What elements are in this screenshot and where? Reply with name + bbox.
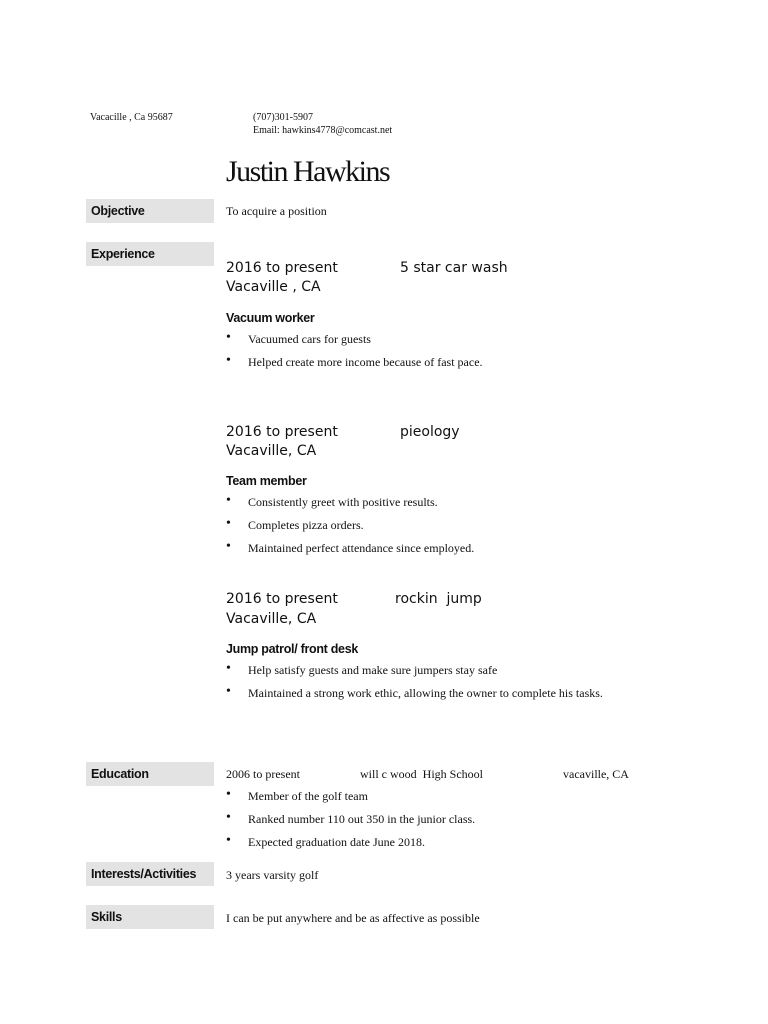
job-location: Vacaville, CA <box>226 443 317 459</box>
list-item: • Help satisfy guests and make sure jumpers stay safe <box>226 662 603 685</box>
list-item: • Expected graduation date June 2018. <box>226 834 475 857</box>
job-bullets <box>226 494 474 563</box>
job-bullets <box>226 662 603 708</box>
job-company: rockin jump <box>395 591 482 607</box>
contact-email: Email: hawkins4778@comcast.net <box>253 125 393 136</box>
job-title: Vacuum worker <box>226 311 315 325</box>
list-item: • Ranked number 110 out 350 in the junior class. <box>226 811 475 834</box>
education-dates: 2006 to present <box>226 767 300 781</box>
section-label-experience: Experience <box>86 242 214 266</box>
education-school: will c wood High School <box>360 767 483 781</box>
job-title: Jump patrol/ front desk <box>226 642 359 656</box>
interests-text: 3 years varsity golf <box>226 868 319 882</box>
resume-name: Justin Hawkins <box>226 155 390 188</box>
list-item: • Helped create more income because of fast pace. <box>226 354 483 377</box>
contact-address: Vacacille , Ca 95687 <box>90 112 173 123</box>
job-location: Vacaville , CA <box>226 279 321 295</box>
job-company: 5 star car wash <box>400 260 508 276</box>
list-item: • Completes pizza orders. <box>226 517 474 540</box>
job-dates: 2016 to present <box>226 260 338 276</box>
section-label-education: Education <box>86 762 214 786</box>
list-item: • Vacuumed cars for guests <box>226 331 483 354</box>
objective-text: To acquire a position <box>226 204 327 218</box>
job-dates: 2016 to present <box>226 424 338 440</box>
list-item: • Consistently greet with positive results. <box>226 494 474 517</box>
job-company: pieology <box>400 424 460 440</box>
section-label-interests: Interests/Activities <box>86 862 214 886</box>
education-bullets <box>226 788 475 857</box>
list-item: • Maintained perfect attendance since employed. <box>226 540 474 563</box>
education-location: vacaville, CA <box>563 767 629 781</box>
list-item: • Maintained a strong work ethic, allowing the owner to complete his tasks. <box>226 685 603 708</box>
section-label-objective: Objective <box>86 199 214 223</box>
skills-text: I can be put anywhere and be as affective as possible <box>226 911 480 925</box>
job-location: Vacaville, CA <box>226 611 317 627</box>
contact-phone: (707)301-5907 <box>253 112 313 123</box>
job-bullets <box>226 331 483 377</box>
job-dates: 2016 to present <box>226 591 338 607</box>
job-title: Team member <box>226 474 307 488</box>
section-label-skills: Skills <box>86 905 214 929</box>
list-item: • Member of the golf team <box>226 788 475 811</box>
